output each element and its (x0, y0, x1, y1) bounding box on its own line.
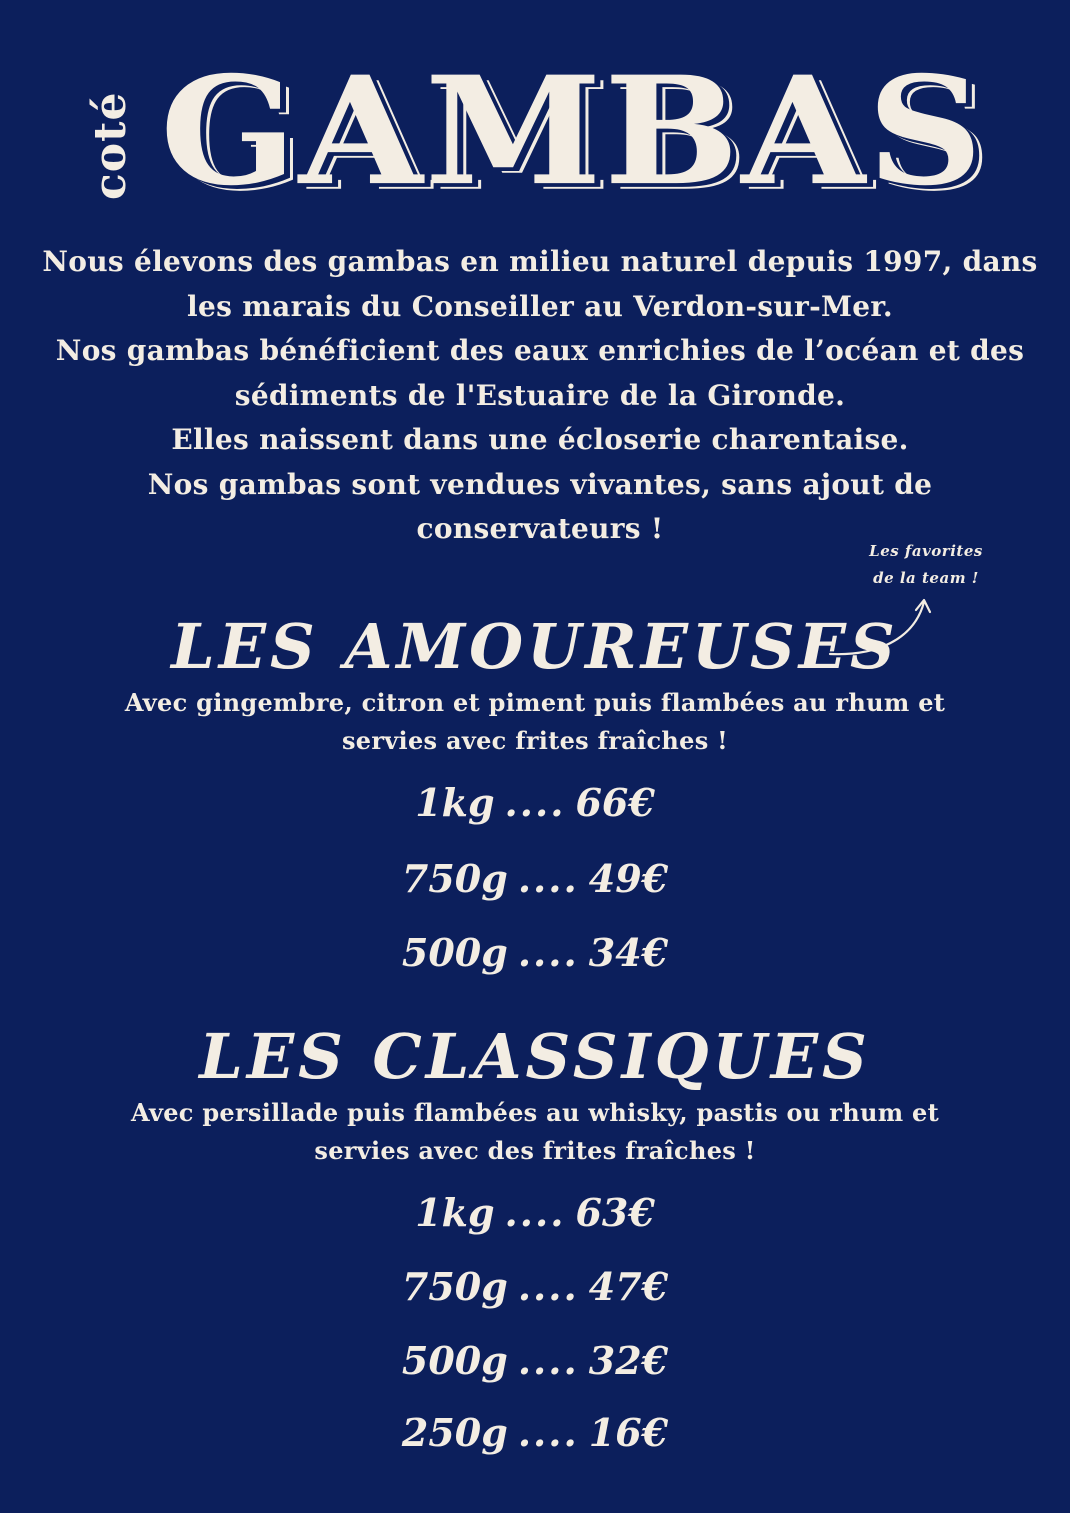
price-amount: 63€ (575, 1190, 655, 1235)
page-title: GAMBAS (160, 43, 985, 219)
price-dots: .... (517, 1264, 579, 1309)
price-row (0, 856, 1070, 902)
section-title: LES CLASSIQUES (199, 1020, 871, 1093)
price-dots: .... (504, 1190, 566, 1235)
section-amoureuses (0, 612, 1070, 760)
price-amount: 34€ (588, 930, 669, 975)
price-quantity: 250g (401, 1410, 508, 1455)
intro-line: Nos gambas sont vendues vivantes, sans ajout de (147, 467, 933, 501)
description-line: servies avec des frites fraîches ! (314, 1136, 756, 1165)
section-classiques (0, 1022, 1070, 1170)
section-description (0, 1094, 1070, 1170)
description-line: Avec persillade puis flambées au whisky, pastis ou rhum et (131, 1098, 939, 1127)
price-quantity: 500g (401, 930, 508, 975)
price-amount: 32€ (588, 1338, 669, 1383)
price-dots: .... (517, 856, 579, 901)
price-row (0, 1190, 1070, 1236)
price-amount: 47€ (588, 1264, 669, 1309)
price-quantity: 750g (401, 1264, 508, 1309)
section-title: LES AMOUREUSES (171, 610, 899, 683)
intro-line: sédiments de l'Estuaire de la Gironde. (234, 378, 846, 412)
description-line: Avec gingembre, citron et piment puis flambées au rhum et (124, 688, 946, 717)
price-quantity: 1kg (415, 780, 495, 825)
price-amount: 66€ (575, 780, 655, 825)
price-dots: .... (517, 930, 579, 975)
price-quantity: 750g (401, 856, 508, 901)
intro-text (20, 240, 1060, 552)
intro-line: les marais du Conseiller au Verdon-sur-Mer. (187, 289, 893, 323)
price-amount: 49€ (588, 856, 669, 901)
price-row (0, 1264, 1070, 1310)
price-row (0, 1410, 1070, 1456)
intro-line: conservateurs ! (416, 512, 664, 545)
favorites-note-line: de la team ! (873, 569, 979, 587)
price-row (0, 930, 1070, 976)
price-dots: .... (504, 780, 566, 825)
favorites-note-line: Les favorites (869, 542, 983, 560)
intro-line: Nous élevons des gambas en milieu naturel depuis 1997, dans (42, 245, 1038, 278)
intro-line: Elles naissent dans une écloserie charentaise. (171, 423, 909, 456)
section-description (0, 684, 1070, 760)
intro-line: Nos gambas bénéficient des eaux enrichies de l’océan et des (55, 334, 1025, 367)
description-line: servies avec frites fraîches ! (341, 726, 729, 755)
price-quantity: 500g (401, 1338, 508, 1383)
price-dots: .... (517, 1338, 579, 1383)
price-row (0, 780, 1070, 826)
price-amount: 16€ (588, 1410, 669, 1455)
price-dots: .... (517, 1410, 579, 1455)
price-quantity: 1kg (415, 1190, 495, 1235)
favorites-note (838, 538, 1014, 592)
cote-label: coté (85, 91, 136, 200)
price-row (0, 1338, 1070, 1384)
